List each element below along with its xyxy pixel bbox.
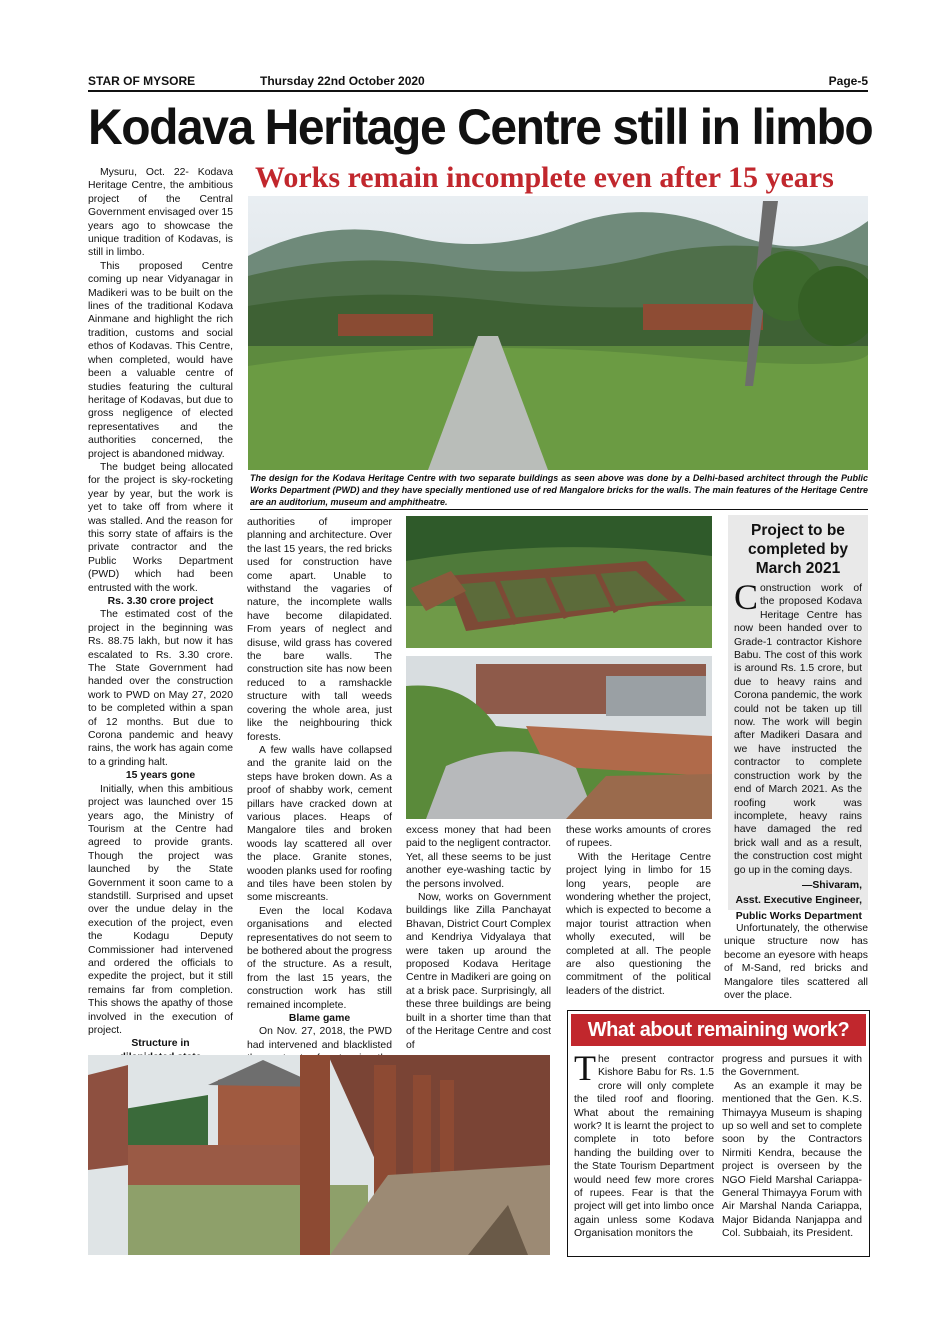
paragraph: Even the local Kodava organisations and elected representatives do not seem to be bothered about the progress of the structure. As a result, from the last 15 years, the construction work has still remained incomplete. (247, 905, 392, 1011)
article-column-1 (88, 166, 233, 1118)
issue-date: Thursday 22nd October 2020 (260, 74, 425, 88)
paragraph: The budget being allocated for the project is sky-rocketing year by year, but the work is yet to take off from where it was stalled. And the reason for this sorry state of affairs is the private contractor and the Public Works Department (PWD) which had been entrusted with the work. (88, 461, 233, 594)
pillared-verandah-photo (88, 1055, 550, 1255)
drop-cap: T (574, 1048, 596, 1088)
photo-caption: The design for the Kodava Heritage Centre with two separate buildings as seen above was done by a Delhi-based architect through the Public Works Department (PWD) and they have specially mentioned use of red Mangalore bricks for the walls. The main features of the Heritage Centre are an auditorium, museum and amphitheatre. (250, 473, 868, 507)
article-column-2 (247, 516, 392, 1106)
section-heading: Structure in (131, 1038, 190, 1050)
paragraph: This proposed Centre coming up near Vidyanagar in Madikeri was to be built on the lines of the traditional Kodava Ainmane and highlight the rich tradition, customs and social ethos of Kodavas. This Centre, when completed, would have been a valuable centre of studies featuring the cultural heritage of Kodavas, but due to gross negligence of elected representatives and the authorities concerned, the project is abandoned midway. (88, 260, 233, 460)
article-column-4 (566, 824, 711, 998)
sand-heap-photo (406, 656, 712, 819)
page-number: Page-5 (828, 74, 868, 88)
sidebox-body: onstruction work of the proposed Kodava Heritage Centre has now been handed over to Grade-1 contractor Kishore Babu. The cost of this work is around Rs. 1.5 crore, but due to heavy rains and Corona pandemic, the work could not be taken up till now. The work will begin after Madikeri Dasara and we have instructed the contractor to complete construction work by the end of March 2021. As the roofing work was incomplete, heavy rains have damaged the red brick wall and as a result, the construction cost might go up in the coming days. (734, 583, 862, 876)
subheadline: Works remain incomplete even after 15 years (255, 161, 834, 194)
drop-cap: C (734, 577, 759, 617)
section-heading: 15 years gone (125, 770, 196, 782)
masthead-rule (88, 90, 868, 92)
remaining-work-title: What about remaining work? (571, 1014, 866, 1046)
paragraph: The estimated cost of the project in the beginning was Rs. 88.75 lakh, but now it has escalated to Rs. 3.30 crore. The State Government had handed over the construction work to PWD on May 27, 2020 to be completed within a span of 12 months. But due to Corona pandemic and heavy rains, the work has again come to a grinding halt. (88, 609, 233, 768)
paragraph: progress and pursues it with the Government. (722, 1054, 862, 1079)
article-column-5 (724, 922, 868, 1002)
paragraph: A few walls have collapsed and the granite laid on the steps have broken down. As a proof of shabby work, cement pillars have cracked down at various places. Heaps of Mangalore tiles and broken woods lay scattered all over the place. Granite stones, wooden planks used for roofing and tiles have been stolen by some miscreants. (247, 744, 392, 904)
paragraph: With the Heritage Centre project lying in limbo for 15 long years, people are wondering whether the project, which is expected to become a major tourist attraction when wholly executed, will be completed at all. The people are also questioning the commitment of the political leaders of the district. (566, 851, 711, 997)
signature-name: —Shivaram, (801, 879, 862, 891)
headline: Kodava Heritage Centre still in limbo (88, 99, 873, 155)
caption-rule (250, 509, 868, 510)
paragraph: these works amounts of crores of rupees. (566, 825, 711, 850)
section-heading: Rs. 3.30 crore project (107, 596, 214, 607)
publication-name: STAR OF MYSORE (88, 74, 196, 88)
remaining-work-box (567, 1010, 870, 1257)
signature-title: Asst. Executive Engineer, (735, 895, 862, 907)
paragraph: excess money that had been paid to the negligent contractor. Yet, all these seems to be just another eye-washing tactic by the persons involved. (406, 825, 551, 890)
section-heading: Blame game (288, 1013, 351, 1025)
remaining-left-column (574, 1048, 714, 1241)
paragraph: authorities of improper planning and architecture. Over the last 15 years, the red bricks used for construction have come apart. Unable to withstand the vagaries of nature, the incomplete walls have become dilapidated. From years of neglect and disuse, wild grass has covered the bare walls. The construction site has now been reduced to a ramshackle structure with tall weeds covering the whole area, just like the neighbouring thick forests. (247, 517, 392, 743)
paragraph: Mysuru, Oct. 22- Kodava Heritage Centre, the ambitious project of the Central Government envisaged over 15 years ago to showcase the unique tradition of Kodavas, is still in limbo. (88, 167, 233, 259)
paragraph: Initially, when this ambitious project was launched over 15 years ago, the Ministry of Tourism at the Centre had agreed to provide grants. Though the project was launched by the State Government it soon came to a standstill. Surprised and upset over the undue delay in the execution of the project, even the Kodagu Deputy Commissioner had intervened and ordered the officials to expedite the project, but it still remains far from completion. This shows the apathy of those involved in the execution of project. (88, 783, 233, 1036)
paragraph: Now, works on Government buildings like Zilla Panchayat Bhavan, District Court Complex and Kendriya Vidyalaya that were taken up around the proposed Kodava Heritage Centre in Madikeri are going on at a brisk pace. Surprisingly, all these three buildings are being built in a shorter time than that of the Heritage Centre and cost of (406, 892, 551, 1051)
article-column-3 (406, 824, 551, 1052)
paragraph: As an example it may be mentioned that the Gen. K.S. Thimayya Museum is shaping up so well and set to complete soon by the Contractors Nirmiti Kendra, because the project is overseen by the NGO Field Marshal Cariappa-General Thimayya Forum with Air Marshal Nanda Cariappa, Major Bidanda Nanjappa and Col. Subbaiah, its President. (722, 1080, 862, 1240)
paragraph: he present contractor Kishore Babu for Rs. 1.5 crore will only complete the tiled roof and flooring. What about the remaining work? It is learnt the project to complete in toto before handing the building over to the State Tourism Department would need few more crores of rupees. Fear is that the project will get into limbo once again unless some Kodava Organisation monitors the (574, 1054, 714, 1240)
project-completion-sidebox (728, 515, 868, 922)
paragraph: On Nov. 27, 2018, the PWD had intervened and blacklisted (247, 1026, 392, 1051)
brick-foundation-photo (406, 516, 712, 648)
sidebox-title: Project to be completed by March 2021 (748, 522, 848, 577)
main-photo (248, 196, 868, 470)
remaining-right-column (722, 1053, 862, 1241)
paragraph: Unfortunately, the otherwise unique structure now has become an eyesore with heaps of M-Sand, red bricks and Mangalore tiles scattered all over the place. (724, 923, 868, 1002)
signature-department: Public Works Department (735, 910, 862, 922)
